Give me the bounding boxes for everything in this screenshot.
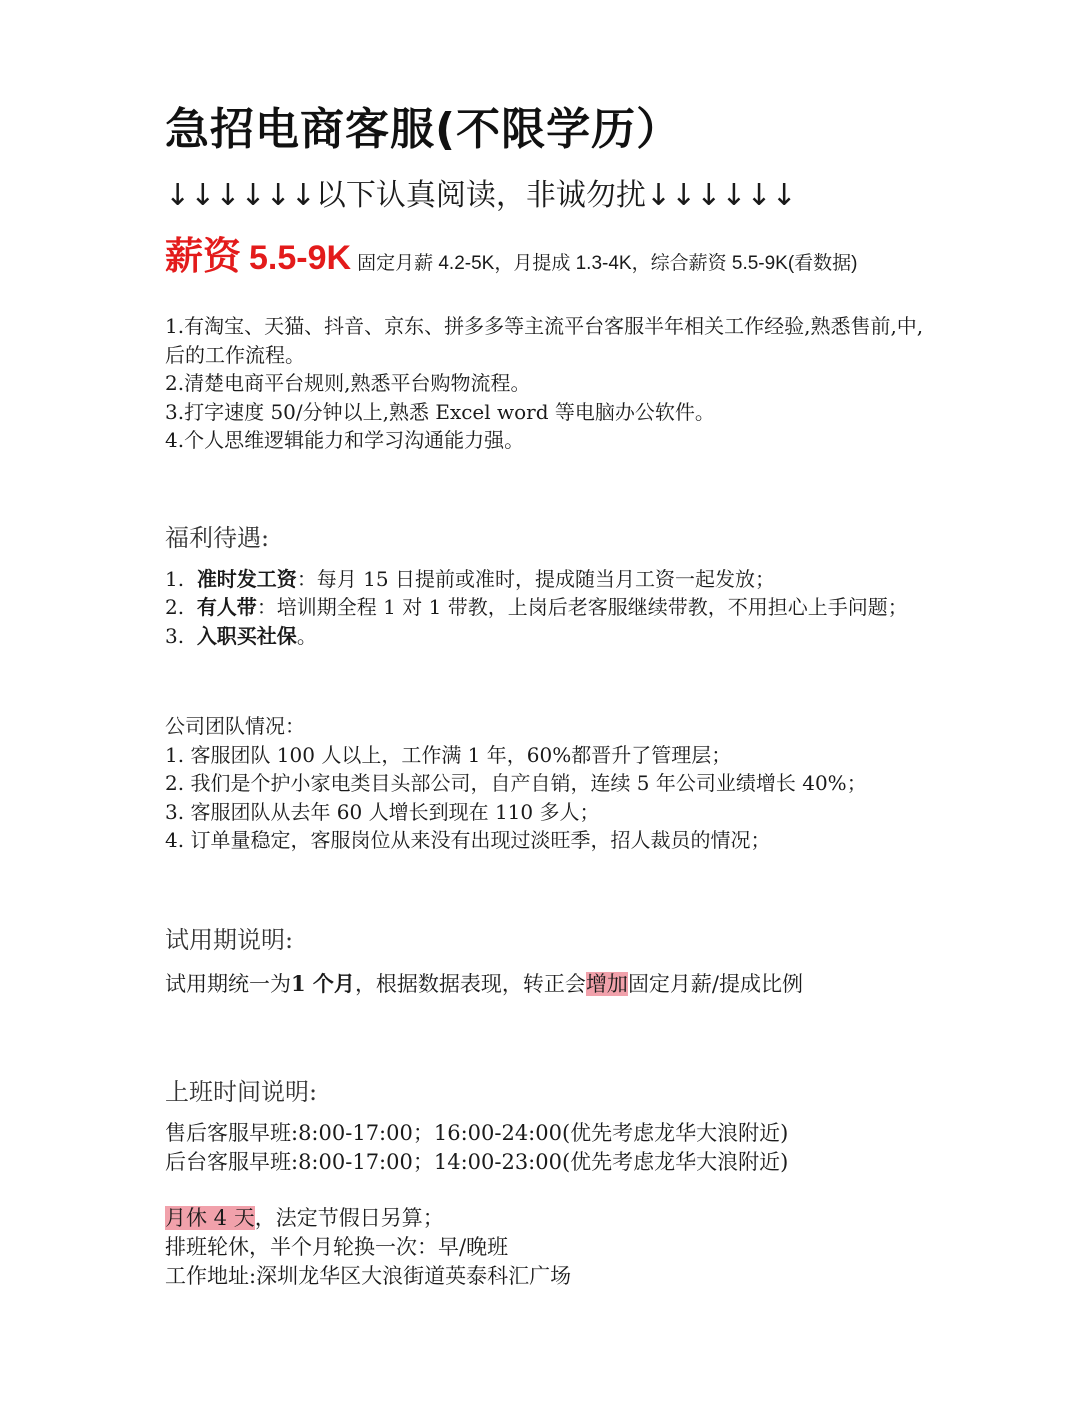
trial-text xyxy=(165,969,925,999)
address-line: 工作地址:深圳龙华区大浪街道英泰科汇广场 xyxy=(165,1263,572,1288)
benefit-number: 3. xyxy=(165,623,185,648)
trial-highlight: 增加 xyxy=(585,971,628,996)
benefit-number: 2. xyxy=(165,595,185,619)
shift-line: 排班轮休，半个月轮换一次：早/晚班 xyxy=(165,1234,509,1259)
benefit-title: 准时发工资 xyxy=(196,566,297,591)
trial-middle: ，根据数据表现，转正会 xyxy=(354,971,586,996)
rest-line xyxy=(165,1204,925,1233)
benefit-title: 有人带 xyxy=(196,595,257,619)
page-title: 急招电商客服(不限学历） xyxy=(165,104,682,155)
trial-heading: 试用期说明: xyxy=(165,925,294,954)
salary-label: 薪资 xyxy=(165,234,242,278)
rest-suffix: ，法定节假日另算； xyxy=(254,1205,444,1230)
benefit-item xyxy=(165,565,925,594)
benefit-item xyxy=(165,593,925,622)
requirements-list xyxy=(165,312,925,455)
team-item: 3. 客服团队从去年 60 人增长到现在 110 多人； xyxy=(165,799,600,824)
benefits-heading: 福利待遇: xyxy=(165,523,270,552)
trial-suffix: 固定月薪/提成比例 xyxy=(627,971,804,996)
rest-highlight: 月休 4 天 xyxy=(165,1205,255,1230)
requirement-item: 1.有淘宝、天猫、抖音、京东、拼多多等主流平台客服半年相关工作经验,熟悉售前,中,后的工作流程。 xyxy=(165,314,924,367)
team-item: 4. 订单量稳定，客服岗位从来没有出现过淡旺季，招人裁员的情况； xyxy=(165,828,771,852)
benefits-list xyxy=(165,565,925,651)
benefit-number: 1. xyxy=(165,566,185,591)
hours-item: 售后客服早班:8:00-17:00；16:00-24:00(优先考虑龙华大浪附近) xyxy=(165,1120,789,1145)
notice-text: 以下认真阅读，非诚勿扰 xyxy=(315,178,646,213)
salary-line xyxy=(165,230,925,290)
down-arrows-right-icon: ↓↓↓↓↓↓ xyxy=(645,178,797,213)
hours-heading: 上班时间说明: xyxy=(165,1077,318,1106)
team-heading: 公司团队情况： xyxy=(165,714,305,738)
hours-list xyxy=(165,1119,925,1177)
requirement-item: 2.清楚电商平台规则,熟悉平台购物流程。 xyxy=(165,371,531,395)
salary-value: 5.5-9K xyxy=(249,239,352,277)
team-list xyxy=(165,741,925,855)
team-item: 2. 我们是个护小家电类目头部公司，自产自销，连续 5 年公司业绩增长 40%； xyxy=(165,771,867,795)
benefit-text: 。 xyxy=(296,623,317,648)
benefit-item xyxy=(165,622,925,651)
requirement-item: 4.个人思维逻辑能力和学习沟通能力强。 xyxy=(165,428,525,452)
job-posting xyxy=(165,100,925,1291)
benefit-text: ：每月 15 日提前或准时，提成随当月工资一起发放； xyxy=(296,566,775,591)
trial-duration: 1 个月 xyxy=(291,970,355,996)
salary-detail: 固定月薪 4.2-5K，月提成 1.3-4K，综合薪资 5.5-9K(看数据) xyxy=(357,253,858,274)
team-item: 1. 客服团队 100 人以上，工作满 1 年，60%都晋升了管理层； xyxy=(165,742,732,767)
down-arrows-left-icon: ↓↓↓↓↓↓ xyxy=(165,178,316,213)
requirement-item: 3.打字速度 50/分钟以上,熟悉 Excel word 等电脑办公软件。 xyxy=(165,399,715,424)
trial-prefix: 试用期统一为 xyxy=(165,971,291,996)
notice-line xyxy=(165,174,925,218)
hours-item: 后台客服早班:8:00-17:00；14:00-23:00(优先考虑龙华大浪附近) xyxy=(165,1149,789,1174)
benefit-title: 入职买社保 xyxy=(196,623,297,648)
benefit-text: ：培训期全程 1 对 1 带教，上岗后老客服继续带教，不用担心上手问题； xyxy=(256,595,908,619)
misc-list xyxy=(165,1204,925,1291)
